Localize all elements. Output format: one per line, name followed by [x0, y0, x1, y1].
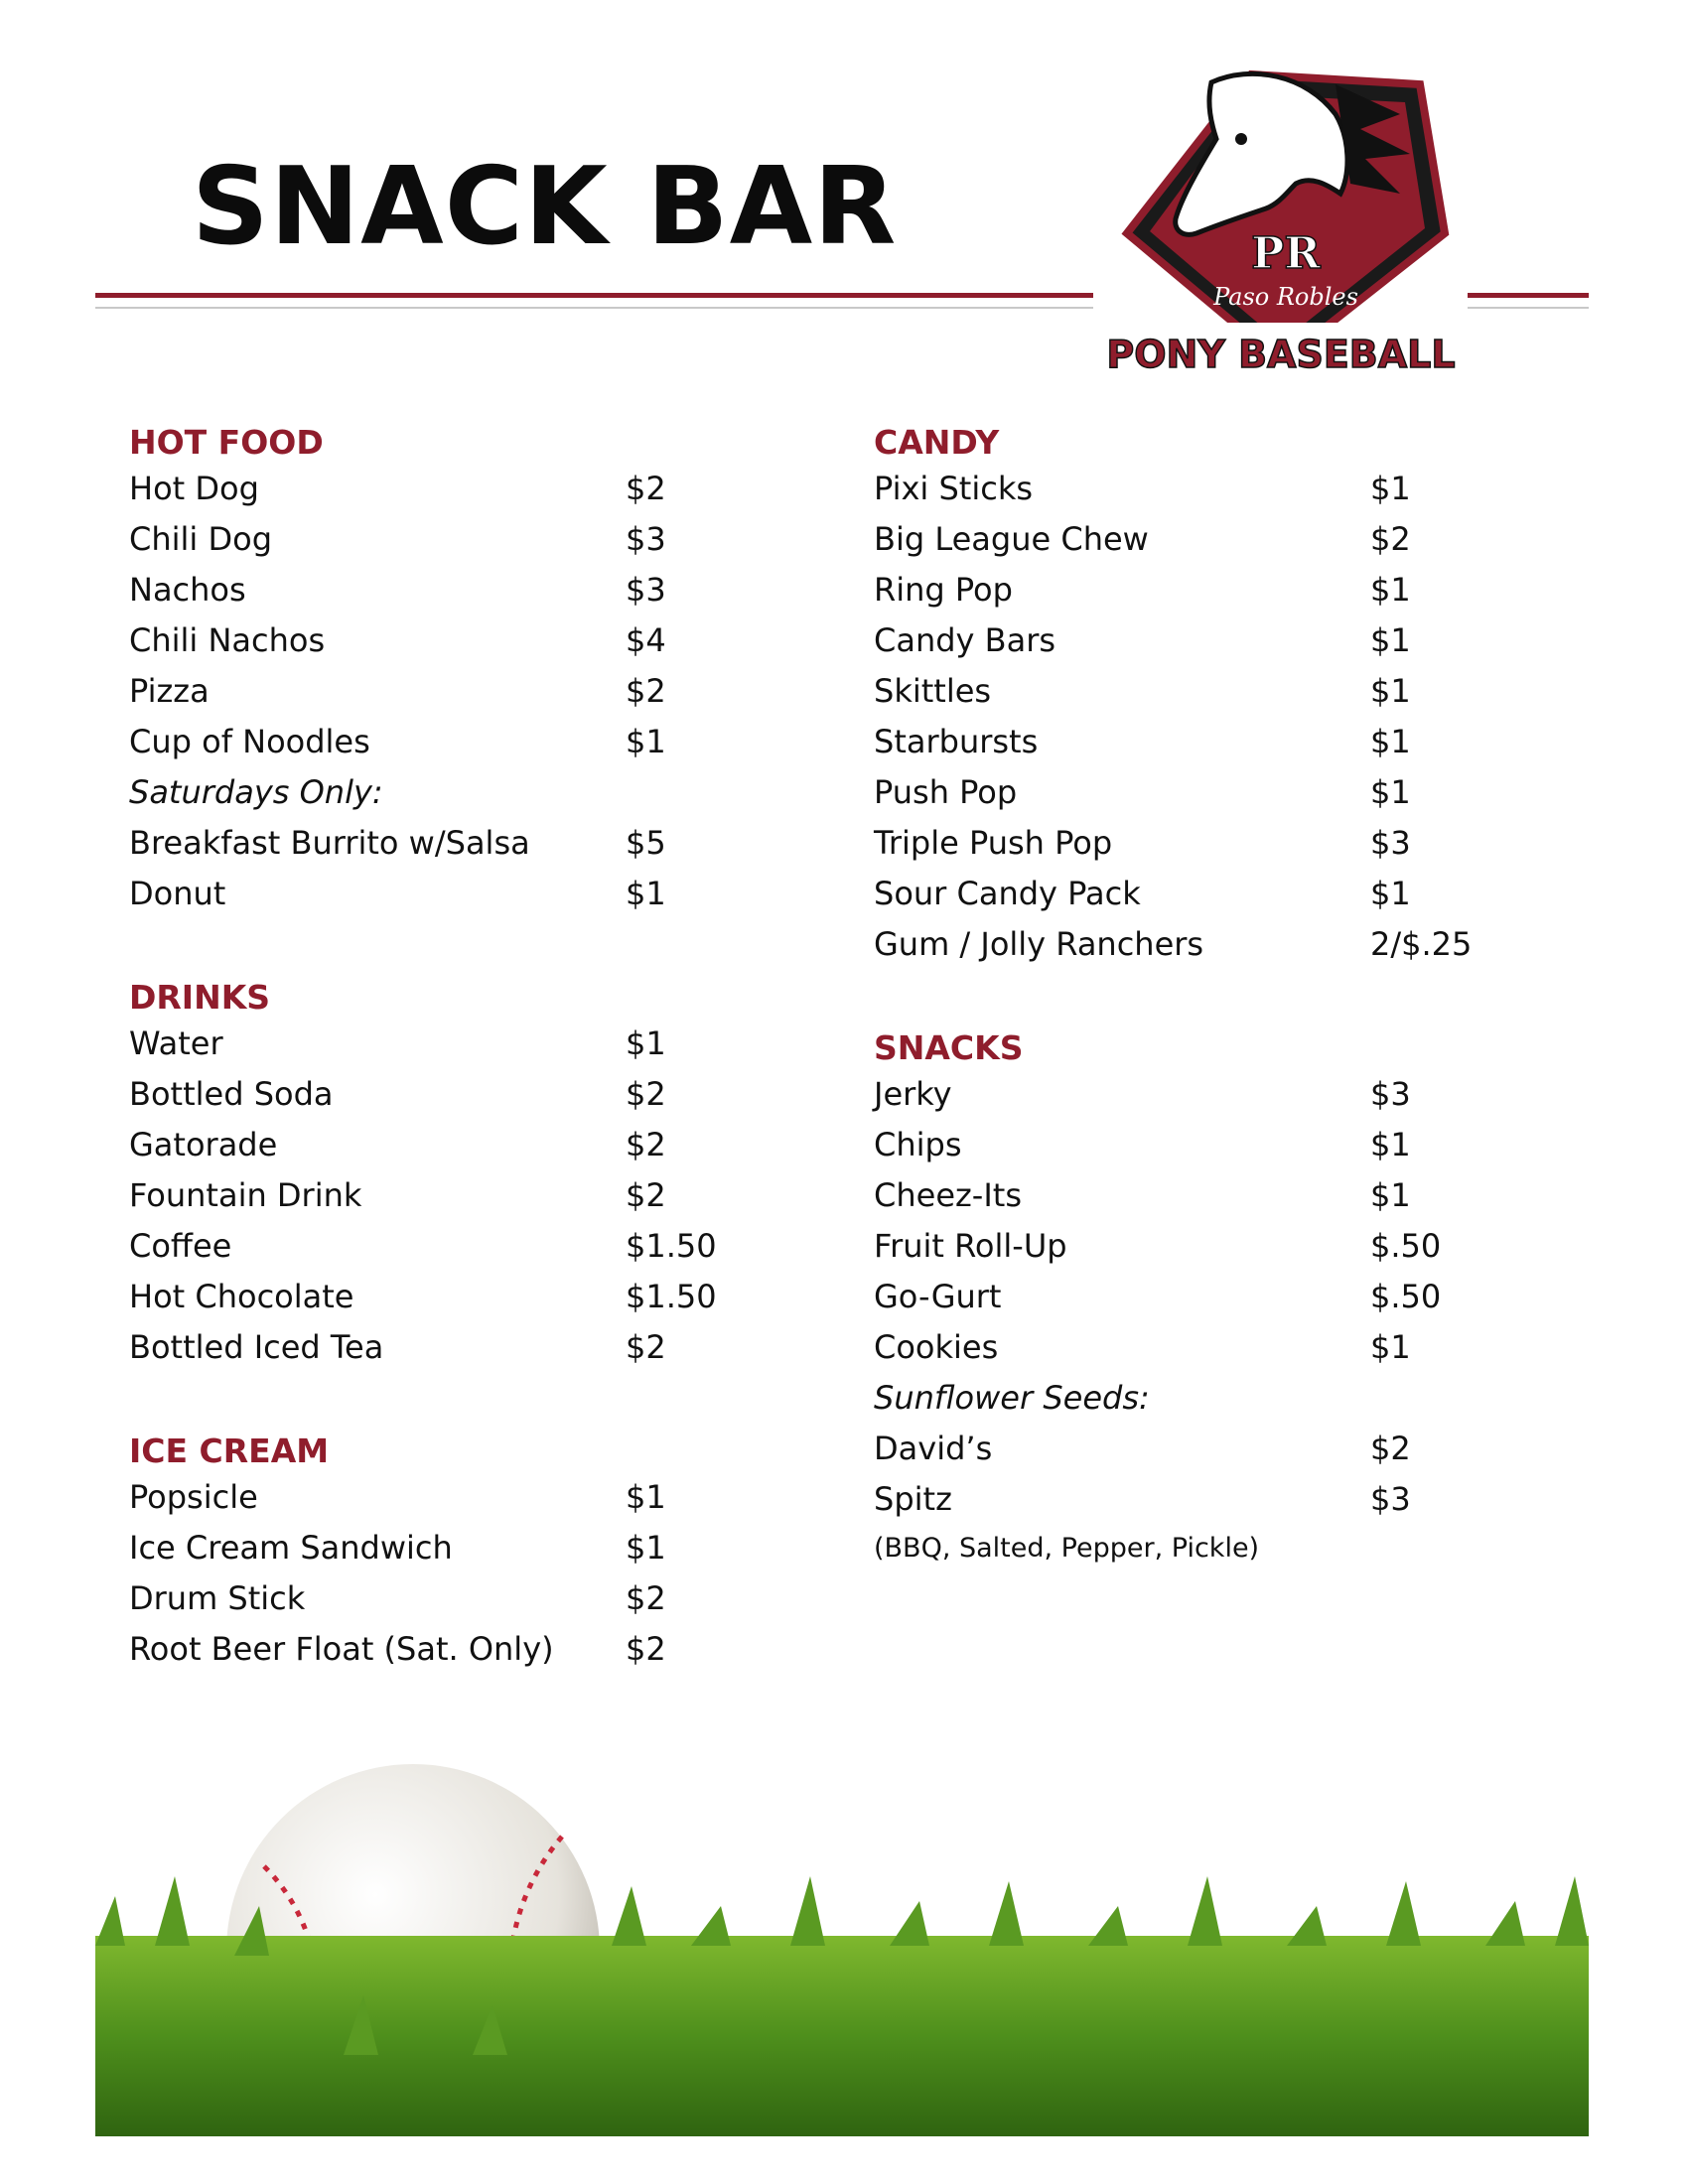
menu-item	[129, 565, 745, 615]
menu-item	[129, 1322, 745, 1373]
menu-item	[874, 818, 1489, 869]
flavors-note: (BBQ, Salted, Pepper, Pickle)	[874, 1533, 1260, 1564]
item-price: $3	[1370, 1075, 1411, 1113]
item-price: $1	[1370, 571, 1411, 609]
section-hot-food	[129, 422, 745, 919]
menu-item	[874, 1424, 1489, 1474]
menu-item	[874, 919, 1489, 970]
item-price: $1	[626, 723, 666, 760]
item-name: David’s	[874, 1430, 993, 1467]
menu-item	[129, 615, 745, 666]
section-heading: CANDY	[874, 423, 1000, 462]
section-heading: DRINKS	[129, 978, 271, 1017]
item-name: Chili Dog	[129, 520, 272, 558]
item-price: $1	[626, 1478, 666, 1516]
menu-item	[129, 869, 745, 919]
item-name: Fruit Roll-Up	[874, 1227, 1067, 1265]
logo-line1: Paso Robles	[1213, 283, 1358, 311]
section-snacks	[874, 1027, 1489, 1572]
item-name: Candy Bars	[874, 621, 1056, 659]
menu-item	[874, 1170, 1489, 1221]
item-name: Donut	[129, 875, 226, 912]
menu-subheading	[129, 767, 745, 818]
item-price: $2	[626, 1126, 666, 1163]
item-price: $1	[1370, 773, 1411, 811]
item-name: Ring Pop	[874, 571, 1013, 609]
left-menu-column	[129, 422, 745, 1732]
item-name: Pizza	[129, 672, 210, 710]
pony-baseball-logo	[1102, 45, 1460, 392]
header-rule-left-thin	[95, 307, 1093, 309]
item-name: Root Beer Float (Sat. Only)	[129, 1630, 554, 1668]
menu-item	[874, 615, 1489, 666]
logo-line2: PONY BASEBALL	[1106, 333, 1456, 376]
item-price: $3	[1370, 1480, 1411, 1518]
header-rule-right	[1468, 293, 1589, 298]
section-candy	[874, 422, 1489, 970]
section-heading: HOT FOOD	[129, 423, 324, 462]
menu-item	[129, 1272, 745, 1322]
item-price: $1	[1370, 470, 1411, 507]
item-price: $3	[626, 571, 666, 609]
menu-item	[874, 1474, 1489, 1525]
item-name: Popsicle	[129, 1478, 258, 1516]
menu-item	[129, 1120, 745, 1170]
item-price: $2	[626, 1630, 666, 1668]
grass-field	[95, 1936, 1589, 2136]
item-price: $3	[626, 520, 666, 558]
item-name: Coffee	[129, 1227, 232, 1265]
menu-item	[874, 666, 1489, 717]
item-price: $2	[1370, 1430, 1411, 1467]
menu-item	[874, 514, 1489, 565]
item-name: Sour Candy Pack	[874, 875, 1141, 912]
item-price: $1	[626, 1024, 666, 1062]
item-price: $2	[626, 1075, 666, 1113]
item-name: Drum Stick	[129, 1579, 306, 1617]
menu-item	[129, 1019, 745, 1069]
item-name: Fountain Drink	[129, 1176, 362, 1214]
item-price: $1.50	[626, 1278, 717, 1315]
item-name: Hot Chocolate	[129, 1278, 354, 1315]
menu-subheading	[874, 1373, 1489, 1424]
item-price: $2	[626, 1176, 666, 1214]
section-drinks	[129, 977, 745, 1373]
item-price: $2	[626, 672, 666, 710]
menu-item	[129, 1624, 745, 1675]
item-name: Nachos	[129, 571, 246, 609]
item-price: 2/$.25	[1370, 925, 1473, 963]
item-price: $.50	[1370, 1278, 1442, 1315]
menu-item	[129, 717, 745, 767]
menu-item	[874, 1069, 1489, 1120]
item-price: $1	[1370, 621, 1411, 659]
menu-item	[874, 1221, 1489, 1272]
item-name: Skittles	[874, 672, 992, 710]
section-heading: ICE CREAM	[129, 1432, 330, 1470]
menu-item	[129, 1221, 745, 1272]
item-name: Starbursts	[874, 723, 1039, 760]
header-rule-right-thin	[1468, 307, 1589, 309]
header-rule-left	[95, 293, 1093, 298]
baseball-grass-image	[95, 1757, 1589, 2136]
item-price: $1	[626, 875, 666, 912]
menu-item	[129, 666, 745, 717]
item-name: Gum / Jolly Ranchers	[874, 925, 1204, 963]
item-name: Cup of Noodles	[129, 723, 370, 760]
item-name: Chips	[874, 1126, 962, 1163]
item-name: Cookies	[874, 1328, 999, 1366]
menu-item	[129, 818, 745, 869]
menu-item	[129, 1573, 745, 1624]
item-name: Cheez-Its	[874, 1176, 1022, 1214]
item-price: $.50	[1370, 1227, 1442, 1265]
subheading-text: Sunflower Seeds:	[874, 1379, 1150, 1417]
item-name: Ice Cream Sandwich	[129, 1529, 453, 1567]
item-name: Push Pop	[874, 773, 1018, 811]
item-price: $1	[626, 1529, 666, 1567]
menu-item	[129, 1523, 745, 1573]
item-name: Jerky	[874, 1075, 952, 1113]
item-price: $1	[1370, 1176, 1411, 1214]
item-price: $1	[1370, 1328, 1411, 1366]
item-price: $2	[626, 1579, 666, 1617]
item-name: Bottled Iced Tea	[129, 1328, 384, 1366]
menu-item	[129, 1472, 745, 1523]
item-price: $3	[1370, 824, 1411, 862]
menu-item	[874, 869, 1489, 919]
menu-item	[129, 1170, 745, 1221]
item-price: $2	[1370, 520, 1411, 558]
item-price: $2	[626, 1328, 666, 1366]
item-name: Pixi Sticks	[874, 470, 1034, 507]
item-price: $1.50	[626, 1227, 717, 1265]
item-name: Bottled Soda	[129, 1075, 334, 1113]
page-title: SNACK BAR	[192, 145, 898, 269]
menu-item	[129, 464, 745, 514]
menu-item	[129, 514, 745, 565]
item-name: Triple Push Pop	[874, 824, 1113, 862]
item-price: $2	[626, 470, 666, 507]
menu-item	[874, 565, 1489, 615]
section-heading: SNACKS	[874, 1028, 1024, 1067]
item-name: Go-Gurt	[874, 1278, 1002, 1315]
item-price: $1	[1370, 672, 1411, 710]
logo-monogram: PR	[1251, 228, 1321, 279]
subheading-text: Saturdays Only:	[129, 773, 383, 811]
menu-item	[874, 1120, 1489, 1170]
menu-item	[874, 1272, 1489, 1322]
menu-item	[874, 717, 1489, 767]
item-price: $1	[1370, 1126, 1411, 1163]
right-menu-column	[874, 422, 1489, 1630]
item-name: Spitz	[874, 1480, 952, 1518]
section-ice-cream	[129, 1431, 745, 1675]
item-name: Gatorade	[129, 1126, 278, 1163]
item-price: $4	[626, 621, 666, 659]
menu-item	[874, 464, 1489, 514]
item-name: Hot Dog	[129, 470, 259, 507]
item-name: Big League Chew	[874, 520, 1149, 558]
item-price: $1	[1370, 875, 1411, 912]
item-name: Water	[129, 1024, 223, 1062]
menu-item	[129, 1069, 745, 1120]
menu-item	[874, 767, 1489, 818]
item-name: Breakfast Burrito w/Salsa	[129, 824, 530, 862]
item-price: $1	[1370, 723, 1411, 760]
item-price: $5	[626, 824, 666, 862]
item-name: Chili Nachos	[129, 621, 326, 659]
menu-item	[874, 1322, 1489, 1373]
